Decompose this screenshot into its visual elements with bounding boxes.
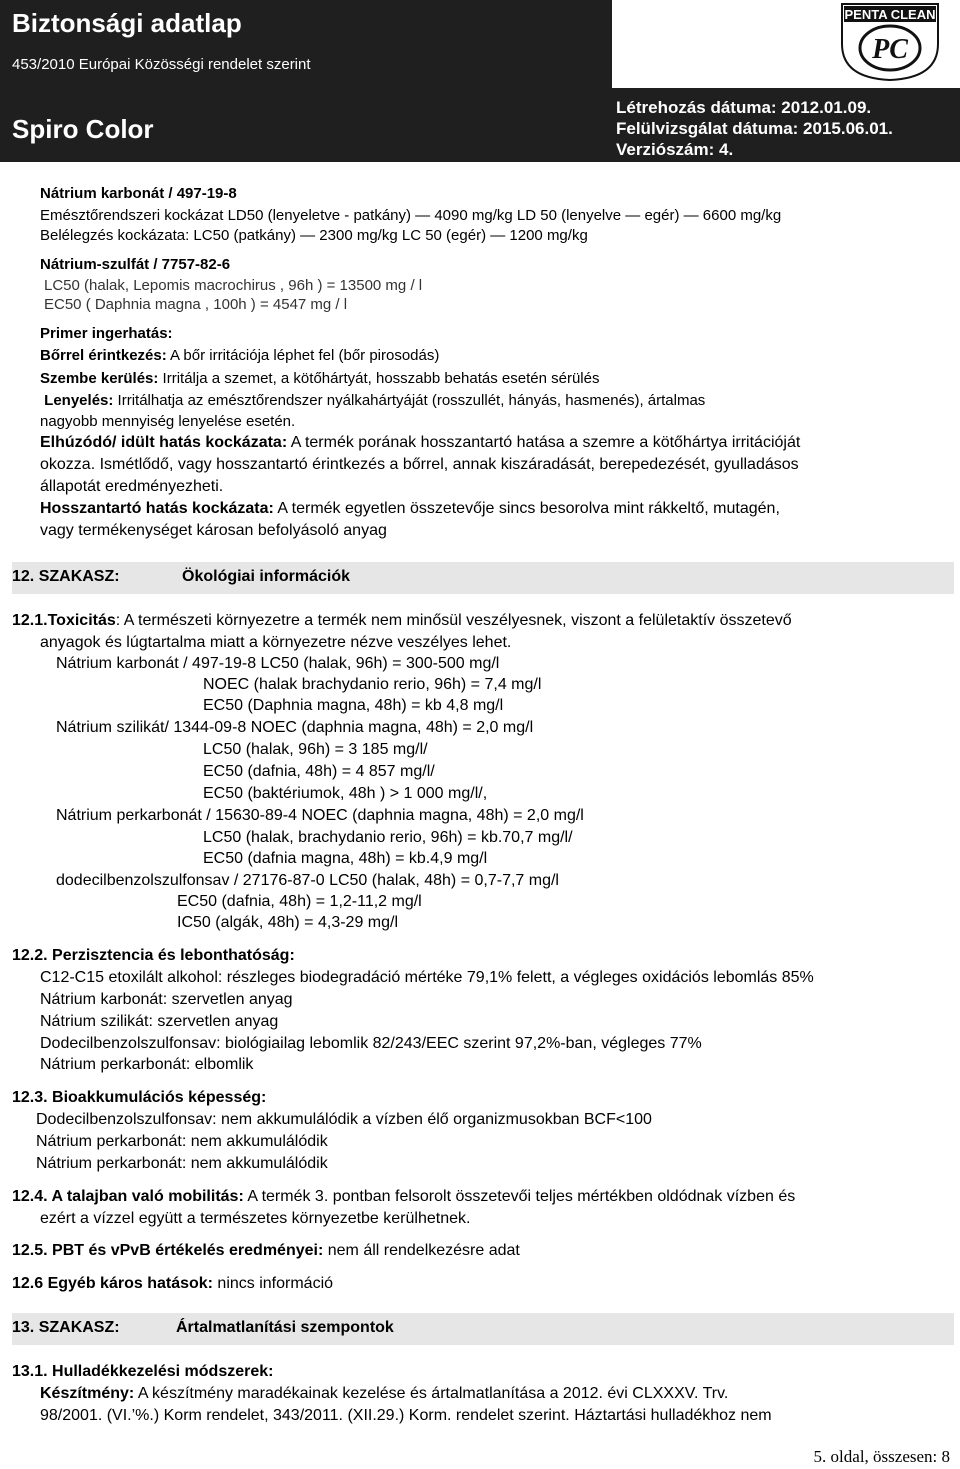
bioaccumulation-line-3: Nátrium perkarbonát: nem akkumulálódik [36,1155,328,1172]
chronic-line-3: állapotát eredményezheti. [40,478,224,495]
eco-row-10: EC50 (dafnia magna, 48h) = kb.4,9 mg/l [203,850,488,867]
skin-line: Bőrrel érintkezés: A bőr irritációja léphet fel (bőr pirosodás) [40,347,440,364]
eco-row-7: EC50 (baktériumok, 48h ) > 1 000 mg/l/, [203,785,488,802]
other-effects-line: 12.6 Egyéb káros hatások: nincs információ [12,1275,334,1292]
document-title: Biztonsági adatlap [12,8,242,38]
page-number: 5. oldal, összesen: 8 [813,1447,950,1466]
mobility-line-2: ezért a vízzel együtt a természetes környezetbe kerülhetnek. [40,1210,471,1227]
ingest-line-2: nagyobb mennyiség lenyelése esetén. [40,413,296,430]
persistence-line-5: Nátrium perkarbonát: elbomlik [40,1056,254,1073]
tox-substance-2: Nátrium-szulfát / 7757-82-6 [40,256,231,273]
bioaccumulation-line-2: Nátrium perkarbonát: nem akkumulálódik [36,1133,328,1150]
eco-row-8: Nátrium perkarbonát / 15630-89-4 NOEC (daphnia magna, 48h) = 2,0 mg/l [56,807,584,824]
long-term-line: Hosszantartó hatás kockázata: A termék egyetlen összetevője sincs besorolva mint rákkeltő, mutagén, [40,500,780,517]
bioaccumulation-line-1: Dodecilbenzolszulfonsav: nem akkumulálódik a vízben élő organizmusokban BCF<100 [36,1111,652,1128]
tox-substance-1: Nátrium karbonát / 497-19-8 [40,185,237,202]
eco-row-5: LC50 (halak, 96h) = 3 185 mg/l/ [203,741,428,758]
penta-clean-logo [838,0,942,82]
mobility-line: 12.4. A talajban való mobilitás: A termék 3. pontban felsorolt összetevői teljes mértékben oldódnak vízben és [12,1188,796,1205]
eco-row-3: EC50 (Daphnia magna, 48h) = kb 4,8 mg/l [203,697,504,714]
preparation-line-2: 98/2001. (VI.’%.) Korm rendelet, 343/2011. (XII.29.) Korm. rendelet szerint. Háztartási hulladékhoz nem [40,1407,772,1424]
tox-line-6: EC50 ( Daphnia magna , 100h ) = 4547 mg / l [44,296,348,313]
eco-row-1: Nátrium karbonát / 497-19-8 LC50 (halak, 96h) = 300-500 mg/l [56,655,500,672]
section-12-title: Ökológiai információk [182,568,351,585]
eco-row-11: dodecilbenzolszulfonsav / 27176-87-0 LC50 (halak, 48h) = 0,7-7,7 mg/l [56,872,559,889]
product-name: Spiro Color [12,114,154,144]
primer-heading: Primer ingerhatás: [40,325,173,342]
toxicity-line-2: anyagok és lúgtartalma miatt a környezetre nézve veszélyes lehet. [40,634,512,651]
persistence-line-4: Dodecilbenzolszulfonsav: biológiailag lebomlik 82/243/EEC szerint 97,2%-ban, végleges 77% [40,1035,702,1052]
persistence-line-2: Nátrium karbonát: szervetlen anyag [40,991,293,1008]
long-term-line-2: vagy termékenységet károsan befolyásoló anyag [40,522,387,539]
waste-heading: 13.1. Hulladékkezelési módszerek: [12,1363,274,1380]
section-12-number: 12. SZAKASZ: [12,568,120,585]
eye-line: Szembe kerülés: Irritálja a szemet, a kötőhártyát, hosszabb behatás esetén sérülés [40,370,600,387]
section-13-number: 13. SZAKASZ: [12,1319,120,1336]
tox-line-3: Belélegzés kockázata: LC50 (patkány) — 2300 mg/kg LC 50 (egér) — 1200 mg/kg [40,227,588,244]
svg-text:PENTA CLEAN: PENTA CLEAN [844,7,936,22]
tox-line-5: LC50 (halak, Lepomis macrochirus , 96h ) = 13500 mg / l [44,277,423,294]
version-number: Verziószám: 4. [616,140,734,159]
regulation-text: 453/2010 Európai Közösségi rendelet szerint [12,56,311,73]
persistence-heading: 12.2. Perzisztencia és lebonthatóság: [12,947,295,964]
preparation-line: Készítmény: A készítmény maradékainak kezelése és ártalmatlanítása a 2012. évi CLXXXV. Trv. [40,1385,729,1402]
persistence-line-3: Nátrium szilikát: szervetlen anyag [40,1013,279,1030]
eco-row-12: EC50 (dafnia, 48h) = 1,2-11,2 mg/l [177,893,422,910]
section-12-band [12,562,954,594]
pbt-line: 12.5. PBT és vPvB értékelés eredményei: nem áll rendelkezésre adat [12,1242,520,1259]
toxicity-line: 12.1.Toxicitás: A természeti környezetre a termék nem minősül veszélyesnek, viszont a felületaktív összetevő [12,612,792,629]
persistence-line-1: C12-C15 etoxilált alkohol: részleges biodegradáció mértéke 79,1% felett, a végleges oxidációs lebomlás 85% [40,969,814,986]
created-date: Létrehozás dátuma: 2012.01.09. [616,98,872,117]
section-13-band [12,1313,954,1345]
chronic-line-2: okozza. Ismétlődő, vagy hosszantartó érintkezés a bőrrel, annak kiszáradását, berepedezését, gyulladásos [40,456,799,473]
ingest-line: Lenyelés: Irritálhatja az emésztőrendszer nyálkahártyáját (rosszullét, hányás, hasmenés), ártalmas [44,392,706,409]
eco-row-2: NOEC (halak brachydanio rerio, 96h) = 7,4 mg/l [203,676,542,693]
chronic-line: Elhúzódó/ idült hatás kockázata: A termék porának hosszantartó hatása a szemre a kötőhártya irritációját [40,434,801,451]
eco-row-4: Nátrium szilikát/ 1344-09-8 NOEC (daphnia magna, 48h) = 2,0 mg/l [56,719,534,736]
eco-row-6: EC50 (dafnia, 48h) = 4 857 mg/l/ [203,763,435,780]
section-13-title: Ártalmatlanítási szempontok [176,1319,394,1336]
eco-row-13: IC50 (algák, 48h) = 4,3-29 mg/l [177,914,399,931]
svg-text:PC: PC [872,34,908,65]
tox-line-2: Emésztőrendszeri kockázat LD50 (lenyeletve - patkány) — 4090 mg/kg LD 50 (lenyelve — egér) — 6600 mg/kg [40,207,782,224]
eco-row-9: LC50 (halak, brachydanio rerio, 96h) = kb.70,7 mg/l/ [203,829,573,846]
revised-date: Felülvizsgálat dátuma: 2015.06.01. [616,119,893,138]
bioaccumulation-heading: 12.3. Bioakkumulációs képesség: [12,1089,267,1106]
